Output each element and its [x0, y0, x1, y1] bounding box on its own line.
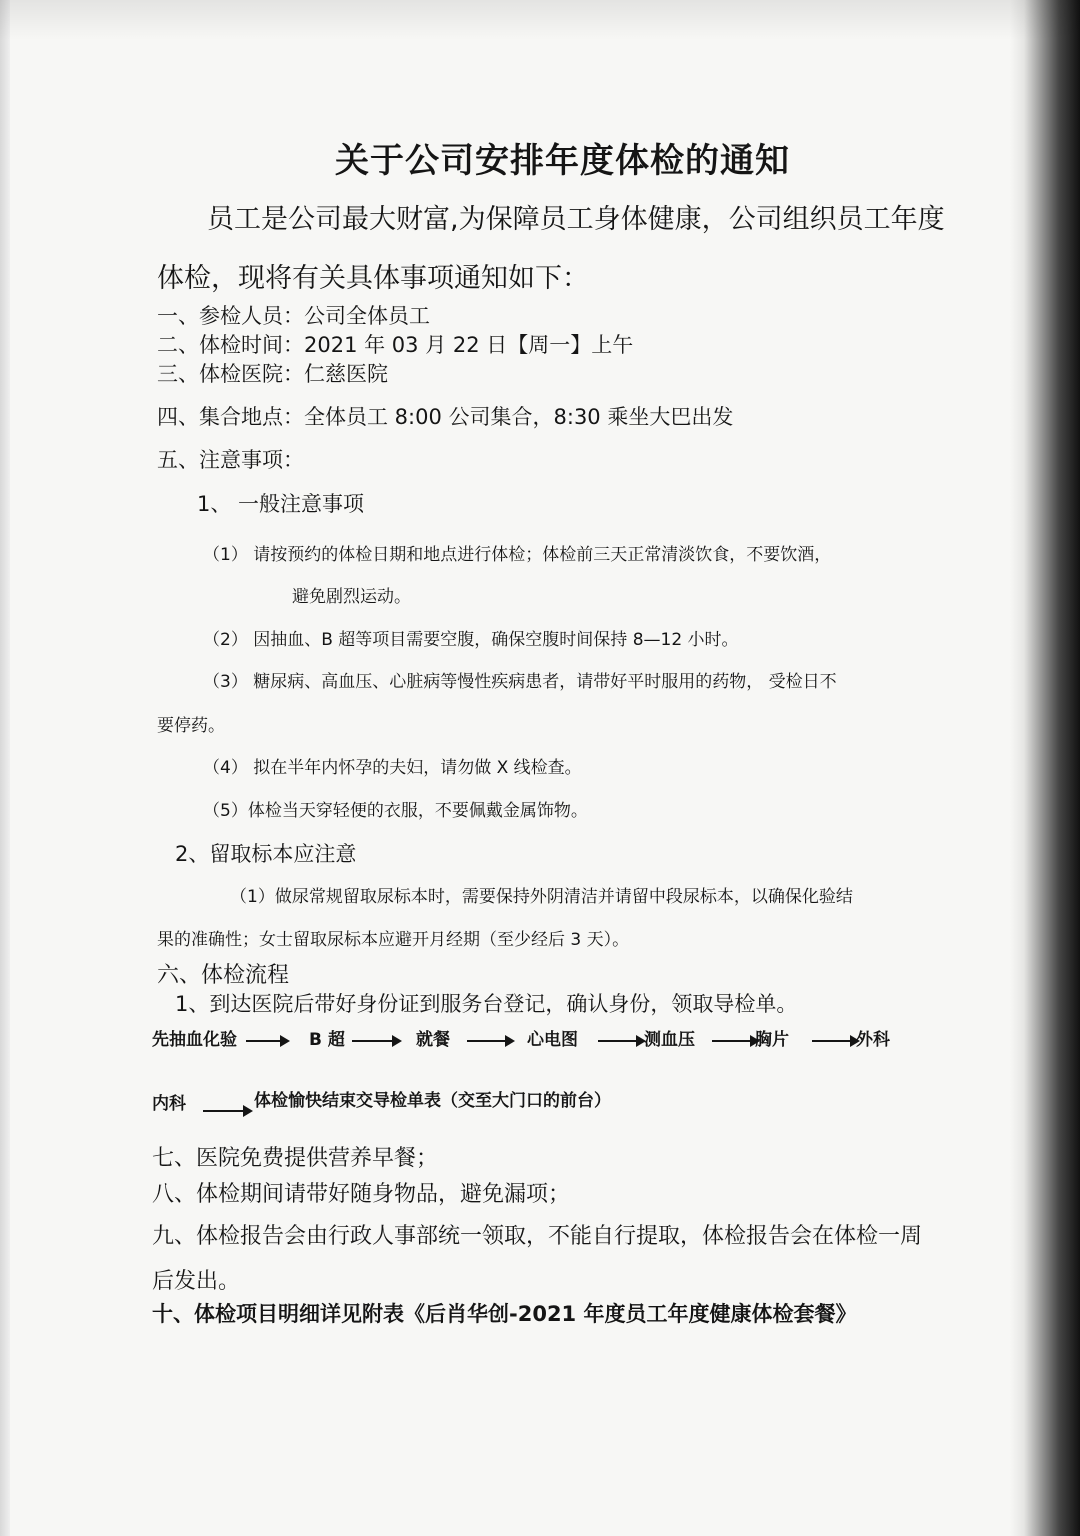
section-participants: 一、参检人员：公司全体员工 [157, 304, 430, 328]
specimen-note-1b: 果的准确性；女士留取尿标本应避开月经期（至少经后 3 天）。 [157, 930, 630, 950]
flow-arrow-icon [712, 1040, 758, 1042]
flow-arrow-icon [812, 1040, 858, 1042]
general-note-5: （5）体检当天穿轻便的衣服，不要佩戴金属饰物。 [203, 801, 588, 821]
flow-arrow-icon [598, 1040, 644, 1042]
general-notes-heading: 1、 一般注意事项 [197, 492, 365, 516]
flow-step-surgery: 外科 [856, 1030, 890, 1050]
scan-shadow-left [0, 0, 10, 1536]
document-title: 关于公司安排年度体检的通知 [335, 141, 790, 181]
section-report-b: 后发出。 [152, 1269, 241, 1294]
general-note-4: （4） 拟在半年内怀孕的夫妇，请勿做 X 线检查。 [203, 758, 582, 778]
section-report-a: 九、体检报告会由行政人事部统一领取，不能自行提取，体检报告会在体检一周 [152, 1224, 923, 1249]
flow-step-blood-pressure: 测血压 [644, 1030, 695, 1050]
section-hospital: 三、体检医院：仁慈医院 [157, 362, 388, 386]
flow-arrow-icon [352, 1040, 400, 1042]
process-heading: 六、体检流程 [157, 963, 290, 988]
flow-step-finish: 体检愉快结束交导检单表（交至大门口的前台） [254, 1091, 611, 1111]
flow-step-ecg: 心电图 [527, 1030, 578, 1050]
section-exam-time: 二、体检时间：2021 年 03 月 22 日【周一】上午 [157, 333, 634, 357]
general-note-2: （2） 因抽血、B 超等项目需要空腹，确保空腹时间保持 8—12 小时。 [203, 630, 739, 650]
process-step-1: 1、到达医院后带好身份证到服务台登记，确认身份，领取导检单。 [175, 992, 798, 1016]
section-belongings: 八、体检期间请带好随身物品，避免漏项； [152, 1182, 571, 1207]
section-attachment: 十、体检项目明细详见附表《后肖华创-2021 年度员工年度健康体检套餐》 [152, 1302, 857, 1326]
section-notes-heading: 五、注意事项： [157, 448, 304, 472]
flow-step-ultrasound: B 超 [309, 1030, 345, 1050]
flow-step-blood-test: 先抽血化验 [152, 1030, 237, 1050]
flow-arrow-icon [246, 1040, 288, 1042]
section-meeting-place: 四、集合地点：全体员工 8:00 公司集合，8:30 乘坐大巴出发 [157, 405, 734, 429]
scan-shadow-top [0, 0, 1080, 40]
section-breakfast: 七、医院免费提供营养早餐； [152, 1146, 439, 1171]
general-note-1b: 避免剧烈运动。 [292, 587, 411, 607]
general-note-3b: 要停药。 [157, 716, 225, 736]
general-note-3a: （3） 糖尿病、高血压、心脏病等慢性疾病患者，请带好平时服用的药物， 受检日不 [203, 672, 837, 692]
intro-line-1: 员工是公司最大财富,为保障员工身体健康，公司组织员工年度 [207, 204, 945, 235]
general-note-1a: （1） 请按预约的体检日期和地点进行体检；体检前三天正常清淡饮食，不要饮酒， [203, 545, 832, 565]
flow-arrow-icon [467, 1040, 513, 1042]
intro-line-2: 体检，现将有关具体事项通知如下： [157, 263, 589, 294]
specimen-heading: 2、留取标本应注意 [175, 842, 357, 866]
flow-step-meal: 就餐 [416, 1030, 450, 1050]
specimen-note-1a: （1）做尿常规留取尿标本时，需要保持外阴清洁并请留中段尿标本，以确保化验结 [230, 887, 853, 907]
flow-step-internal-medicine: 内科 [152, 1094, 186, 1114]
scan-shadow-right [1010, 0, 1080, 1536]
flow-step-chest-xray: 胸片 [755, 1030, 789, 1050]
flow-arrow-icon [203, 1110, 251, 1112]
